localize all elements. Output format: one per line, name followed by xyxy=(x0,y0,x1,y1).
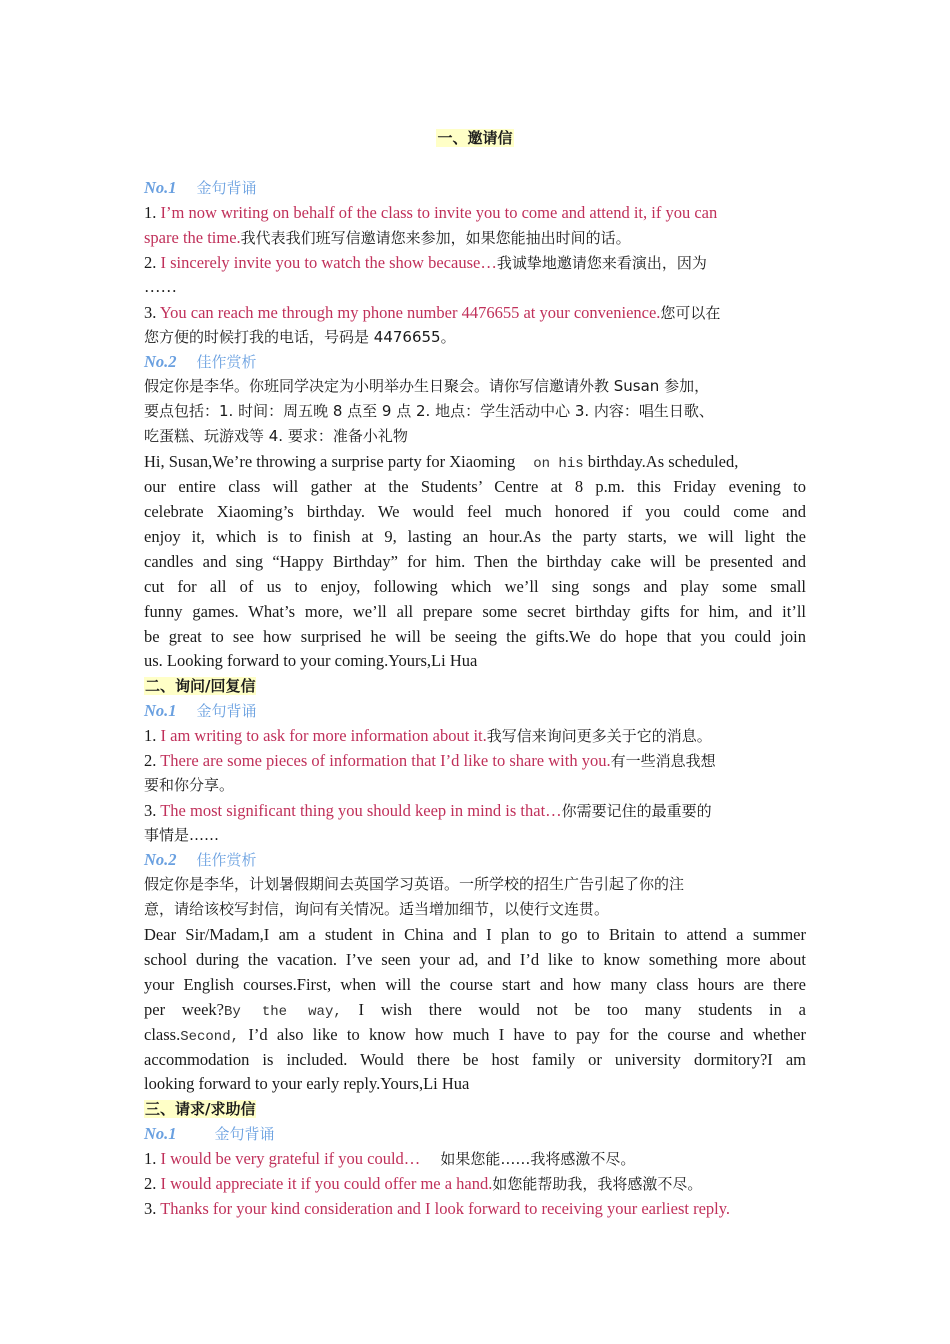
essay-line: per week?By the way, I wish there would not be too many students in a xyxy=(144,1000,806,1020)
sentence-item: 1. I would be very grateful if you could… 如果您能……我将感激不尽。 xyxy=(144,1149,636,1168)
prompt-line: 要点包括：1. 时间：周五晚 8 点至 9 点 2. 地点：学生活动中心 3. 内容：唱生日歌、 xyxy=(144,402,714,420)
essay-line: Dear Sir/Madam,I am a student in China and I plan to go to Britain to attend a summer xyxy=(144,925,806,944)
sentence-item: 2. I sincerely invite you to watch the show because…我诚挚地邀请您来看演出，因为 xyxy=(144,253,707,272)
essay-line: us. Looking forward to your coming.Yours,Li Hua xyxy=(144,651,478,670)
sentence-item: …… xyxy=(144,277,177,296)
prompt-line: 假定你是李华，计划暑假期间去英国学习英语。一所学校的招生广告引起了你的注 xyxy=(144,875,685,893)
sentence-item: 您方便的时候打我的电话，号码是 4476655。 xyxy=(144,328,456,346)
essay-line: candles and sing “Happy Birthday” for him. Then the birthday cake will be presented and xyxy=(144,552,806,571)
essay-line: funny games. What’s more, we’ll all prepare some secret birthday gifts for him, and it’ll xyxy=(144,602,806,621)
prompt-line: 吃蛋糕、玩游戏等 4. 要求：准备小礼物 xyxy=(144,427,408,445)
sentence-item: 3. The most significant thing you should keep in mind is that…你需要记住的最重要的 xyxy=(144,801,712,820)
essay-line: celebrate Xiaoming’s birthday. We would feel much honored if you could come and xyxy=(144,502,806,521)
prompt-line: 意，请给该校写封信，询问有关情况。适当增加细节，以使行文连贯。 xyxy=(144,900,610,918)
section-title: 二、询问/回复信 xyxy=(145,677,256,695)
essay-line: Hi, Susan,We’re throwing a surprise party for Xiaoming on his birthday.As scheduled, xyxy=(144,452,739,472)
sentence-item: 3. You can reach me through my phone number 4476655 at your convenience.您可以在 xyxy=(144,303,721,322)
essay-line: school during the vacation. I’ve seen your ad, and I’d like to know something more about xyxy=(144,950,806,969)
subheading: No.1 金句背诵 xyxy=(144,1124,275,1143)
essay-line: our entire class will gather at the Students’ Centre at 8 p.m. this Friday evening to xyxy=(144,477,806,496)
sentence-item: 2. I would appreciate it if you could offer me a hand.如您能帮助我，我将感激不尽。 xyxy=(144,1174,703,1193)
subheading: No.2 佳作赏析 xyxy=(144,850,257,869)
essay-line: be great to see how surprised he will be seeing the gifts.We do hope that you could join xyxy=(144,627,806,646)
essay-line: cut for all of us to enjoy, following which we’ll sing songs and play some small xyxy=(144,577,806,596)
sentence-item: 事情是…… xyxy=(144,826,220,844)
essay-line: enjoy it, which is to finish at 9, lasting an hour.As the party starts, we will light the xyxy=(144,527,806,546)
subheading: No.2 佳作赏析 xyxy=(144,352,257,371)
section-title: 三、请求/求助信 xyxy=(145,1100,256,1118)
sentence-item: 3. Thanks for your kind consideration and I look forward to receiving your earliest reply. xyxy=(144,1199,731,1218)
sentence-item: 要和你分享。 xyxy=(144,776,235,794)
section-title: 一、邀请信 xyxy=(437,129,513,147)
essay-line: your English courses.First, when will the course start and how many class hours are there xyxy=(144,975,806,994)
essay-line: class.Second, I’d also like to know how much I have to pay for the course and whether xyxy=(144,1025,806,1045)
essay-line: accommodation is included. Would there be host family or university dormitory?I am xyxy=(144,1050,806,1069)
sentence-item: 1. I’m now writing on behalf of the class to invite you to come and attend it, if you can xyxy=(144,203,718,222)
subheading: No.1 金句背诵 xyxy=(144,178,257,197)
essay-line: looking forward to your early reply.Yours,Li Hua xyxy=(144,1074,470,1093)
subheading: No.1 金句背诵 xyxy=(144,701,257,720)
sentence-item: spare the time.我代表我们班写信邀请您来参加，如果您能抽出时间的话。 xyxy=(144,228,631,247)
prompt-line: 假定你是李华。你班同学决定为小明举办生日聚会。请你写信邀请外教 Susan 参加， xyxy=(144,377,710,395)
sentence-item: 1. I am writing to ask for more information about it.我写信来询问更多关于它的消息。 xyxy=(144,726,712,745)
sentence-item: 2. There are some pieces of information that I’d like to share with you.有一些消息我想 xyxy=(144,751,716,770)
